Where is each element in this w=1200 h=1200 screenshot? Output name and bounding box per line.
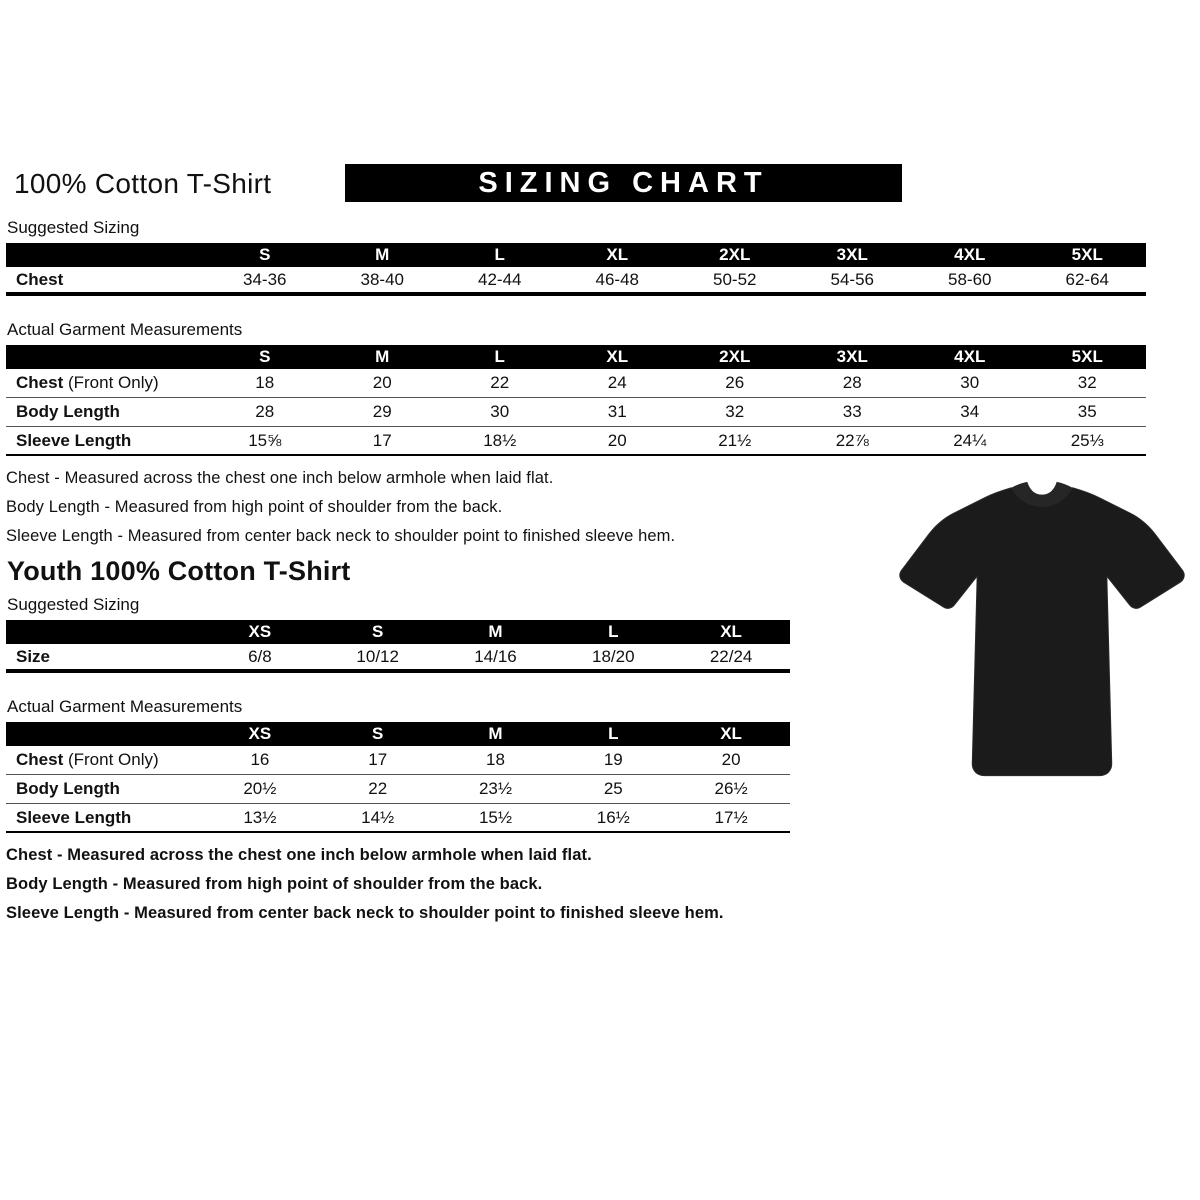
size-column-header: XL [720,724,742,743]
measurement-cell: 33 [842,402,862,421]
youth-title: Youth 100% Cotton T-Shirt [7,556,351,586]
measurement-cell: 17 [372,430,392,450]
row-label-text: Sleeve Length [16,807,132,827]
row-label [6,373,206,393]
measurement-cell: 34-36 [243,269,287,289]
tshirt-body-shape [900,488,1184,776]
measurement-cell: 13½ [243,807,277,827]
sizing-chart-banner: SIZING CHART [345,164,902,202]
black-tshirt-image [893,474,1191,808]
measurement-cell: 20 [607,430,627,450]
size-column-header: 4XL [954,245,986,264]
size-column-header: 3XL [836,347,868,366]
measurement-cell: 32 [725,402,745,421]
table-header-row [6,243,1146,267]
row-label [6,270,206,290]
measurement-cell: 18/20 [592,646,635,666]
measurement-cell: 6/8 [248,646,272,666]
measurement-cell: 17½ [714,807,748,827]
measurement-cell: 32 [1077,373,1097,392]
measurement-cell: 19 [603,750,623,769]
measurement-cell: 34 [960,402,980,421]
row-label-text: Chest [16,750,64,769]
header-row [6,164,1146,206]
adult-actual-measurements-label: Actual Garment Measurements [7,320,243,339]
measurement-cell: 22 [368,779,388,798]
table-row [6,369,1146,398]
row-label-text: Body Length [16,402,120,421]
measurement-cell: 29 [372,402,392,421]
row-label [6,750,201,770]
size-column-header: XL [606,347,629,366]
row-label-text: Sleeve Length [16,430,132,450]
row-label [6,647,201,667]
measurement-cell: 15⅝ [248,430,282,450]
measurement-cell: 17 [368,750,388,769]
size-column-header: XS [248,622,272,641]
size-column-header: S [372,724,384,743]
measurement-note: Body Length - Measured from high point of shoulder from the back. [6,498,503,516]
measurement-note: Sleeve Length - Measured from center back neck to shoulder point to finished sleeve hem. [6,904,724,922]
youth-actual-measurements-table [6,722,790,833]
youth-suggested-sizing-table [6,620,790,673]
row-label [6,779,201,799]
measurement-cell: 62-64 [1065,269,1109,289]
adult-actual-measurements-table [6,345,1146,456]
measurement-cell: 14½ [361,807,395,827]
measurement-note: Sleeve Length - Measured from center back neck to shoulder point to finished sleeve hem. [6,527,676,545]
measurement-cell: 24¼ [953,430,987,450]
measurement-cell: 25⅓ [1070,430,1104,450]
measurement-cell: 46-48 [595,269,639,289]
measurement-cell: 30 [490,402,510,421]
measurement-cell: 50-52 [713,269,757,289]
size-column-header: 3XL [836,245,868,264]
measurement-cell: 22 [490,373,510,392]
measurement-cell: 26 [725,373,745,392]
table-header-row [6,345,1146,369]
measurement-cell: 18 [486,750,505,769]
measurement-cell: 14/16 [474,646,517,666]
measurement-cell: 18 [255,373,275,392]
measurement-cell: 20 [372,373,392,392]
measurement-cell: 21½ [718,430,752,450]
table-row [6,267,1146,296]
row-label-suffix: (Front Only) [63,373,159,392]
table-header-row [6,620,790,644]
table-row [6,398,1146,427]
measurement-cell: 28 [842,373,862,392]
measurement-cell: 38-40 [360,269,404,289]
youth-suggested-sizing-label: Suggested Sizing [7,595,140,614]
adult-suggested-sizing-table [6,243,1146,296]
table-row [6,804,790,833]
row-label [6,402,206,422]
measurement-cell: 22/24 [709,646,753,666]
measurement-cell: 30 [960,373,980,392]
size-column-header: M [488,724,503,743]
size-column-header: XS [248,724,272,743]
measurement-note: Chest - Measured across the chest one inch below armhole when laid flat. [6,469,554,487]
measurement-cell: 25 [603,779,623,798]
measurement-cell: 24 [607,373,627,392]
measurement-cell: 16½ [596,807,630,827]
table-row [6,775,790,804]
measurement-note: Chest - Measured across the chest one inch below armhole when laid flat. [6,846,592,864]
size-column-header: M [375,245,390,264]
measurement-cell: 10/12 [356,646,399,666]
size-column-header: S [372,622,384,641]
row-label [6,808,201,828]
measurement-note: Body Length - Measured from high point of shoulder from the back. [6,875,543,893]
measurement-cell: 16 [250,750,270,769]
youth-actual-measurements-label: Actual Garment Measurements [7,697,243,716]
measurement-cell: 20 [721,750,741,769]
size-column-header: 2XL [719,245,751,264]
size-column-header: XL [720,622,742,641]
size-column-header: L [608,724,619,743]
row-label-text: Chest [16,373,64,392]
size-column-header: L [608,622,619,641]
measurement-cell: 23½ [478,779,513,798]
measurement-cell: 31 [607,402,627,421]
table-row [6,644,790,673]
adult-suggested-sizing-label: Suggested Sizing [7,218,140,237]
measurement-cell: 20½ [243,779,277,798]
size-column-header: L [494,245,505,264]
measurement-cell: 18½ [483,430,517,450]
size-column-header: 4XL [954,347,986,366]
measurement-cell: 54-56 [830,269,874,289]
table-row [6,427,1146,456]
size-column-header: S [259,347,271,366]
size-column-header: L [494,347,505,366]
size-column-header: 5XL [1071,245,1103,264]
measurement-cell: 58-60 [948,269,992,289]
measurement-cell: 22⅞ [835,430,869,450]
table-header-row [6,722,790,746]
youth-measurement-notes [6,846,1146,923]
measurement-cell: 15½ [478,807,513,827]
measurement-cell: 28 [255,402,275,421]
row-label-suffix: (Front Only) [63,750,159,769]
size-column-header: S [259,245,271,264]
size-column-header: 2XL [719,347,751,366]
page-title: 100% Cotton T-Shirt [14,168,272,199]
row-label-text: Chest [16,269,64,289]
size-column-header: M [375,347,390,366]
size-column-header: M [488,622,503,641]
measurement-cell: 26½ [714,779,748,798]
row-label-text: Body Length [16,779,120,798]
row-label [6,431,206,451]
table-row [6,746,790,775]
measurement-cell: 35 [1077,402,1097,421]
size-column-header: XL [606,245,629,264]
measurement-cell: 42-44 [478,269,522,289]
size-column-header: 5XL [1071,347,1103,366]
row-label-text: Size [16,646,51,666]
